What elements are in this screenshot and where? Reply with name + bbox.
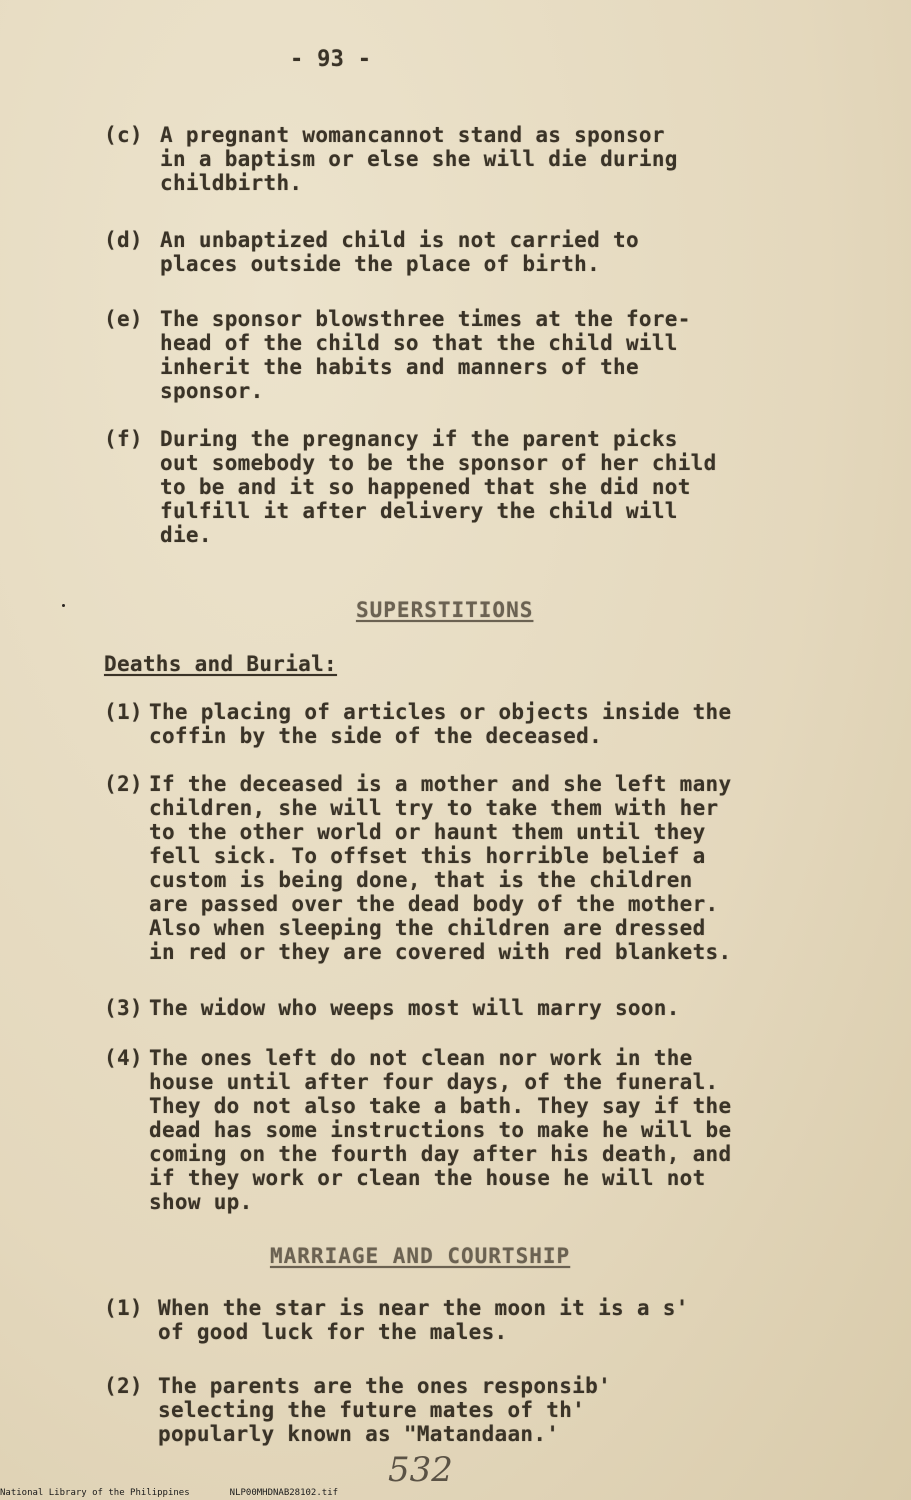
item-label: (2): [104, 1374, 143, 1398]
item-label: (4): [104, 1046, 143, 1070]
item-label: (1): [104, 700, 143, 724]
item-line: An unbaptized child is not carried to: [160, 228, 639, 252]
item-line: to be and it so happened that she did not: [160, 475, 691, 499]
item-label: (c): [104, 123, 143, 147]
item-line: The ones left do not clean nor work in the: [149, 1046, 693, 1070]
subheading-deaths-and-burial: Deaths and Burial:: [104, 652, 337, 676]
item-label: (f): [104, 427, 143, 451]
item-line: if they work or clean the house he will not: [149, 1166, 706, 1190]
item-line: house until after four days, of the funeral.: [149, 1070, 719, 1094]
item-line: The widow who weeps most will marry soon.: [149, 996, 680, 1020]
scan-footer: [0, 1488, 378, 1498]
section-heading-superstitions: SUPERSTITIONS: [356, 598, 534, 622]
item-label: (2): [104, 772, 143, 796]
item-line: show up.: [149, 1190, 253, 1214]
page-number: - 93 -: [290, 47, 372, 72]
item-line: sponsor.: [160, 379, 264, 403]
item-line: fulfill it after delivery the child will: [160, 499, 678, 523]
item-line: places outside the place of birth.: [160, 252, 601, 276]
item-label: (d): [104, 228, 143, 252]
item-line: coming on the fourth day after his death, and: [149, 1142, 732, 1166]
section-heading-marriage: MARRIAGE AND COURTSHIP: [270, 1244, 571, 1268]
item-line: The parents are the ones responsib': [158, 1374, 612, 1398]
item-label: (1): [104, 1296, 143, 1320]
item-line: popularly known as "Matandaan.': [158, 1422, 560, 1446]
footer-filename: NLP00MHDNAB28102.tif: [229, 1488, 339, 1498]
item-label: (e): [104, 307, 143, 331]
item-line: selecting the future mates of th': [158, 1398, 586, 1422]
item-line: During the pregnancy if the parent picks: [160, 427, 678, 451]
item-line: to the other world or haunt them until they: [149, 820, 706, 844]
item-line: head of the child so that the child will: [160, 331, 678, 355]
item-line: in a baptism or else she will die during: [160, 147, 678, 171]
item-label: (3): [104, 996, 143, 1020]
item-line: out somebody to be the sponsor of her child: [160, 451, 717, 475]
item-line: The sponsor blowsthree times at the fore-: [160, 307, 691, 331]
item-line: If the deceased is a mother and she left many: [149, 772, 732, 796]
item-line: inherit the habits and manners of the: [160, 355, 639, 379]
ink-speck: [62, 604, 65, 607]
item-line: Also when sleeping the children are dressed: [149, 916, 706, 940]
item-line: A pregnant womancannot stand as sponsor: [160, 123, 665, 147]
item-line: They do not also take a bath. They say if the: [149, 1094, 732, 1118]
item-line: coffin by the side of the deceased.: [149, 724, 603, 748]
item-line: dead has some instructions to make he will be: [149, 1118, 732, 1142]
footer-library: National Library of the Philippines: [0, 1488, 190, 1498]
item-line: die.: [160, 523, 212, 547]
item-line: of good luck for the males.: [158, 1320, 508, 1344]
item-line: are passed over the dead body of the mother.: [149, 892, 719, 916]
item-line: When the star is near the moon it is a s': [158, 1296, 689, 1320]
item-line: fell sick. To offset this horrible belief a: [149, 844, 706, 868]
handwritten-page-number: 532: [388, 1450, 453, 1490]
item-line: The placing of articles or objects inside the: [149, 700, 732, 724]
item-line: children, she will try to take them with her: [149, 796, 719, 820]
item-line: custom is being done, that is the children: [149, 868, 693, 892]
item-line: in red or they are covered with red blankets.: [149, 940, 732, 964]
item-line: childbirth.: [160, 171, 303, 195]
